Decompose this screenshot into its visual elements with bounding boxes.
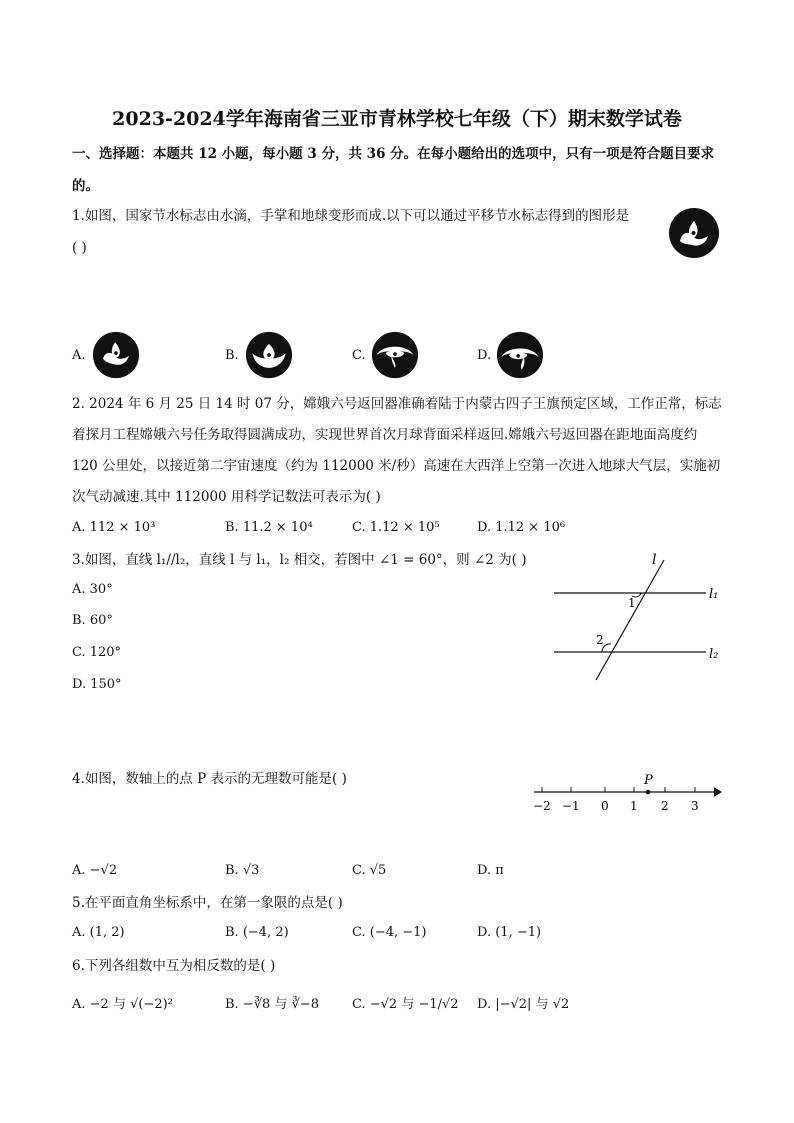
q6-option-c[interactable]: C. −√2 与 −1/√2 bbox=[352, 997, 459, 1012]
tick-label: 2 bbox=[661, 799, 669, 813]
parallel-lines-figure bbox=[548, 548, 728, 688]
tick-label: −1 bbox=[562, 799, 580, 813]
tick-label: 0 bbox=[601, 799, 609, 813]
q6-option-b[interactable]: B. −∛8 与 ∛−8 bbox=[225, 997, 319, 1012]
line-l2-label: l₂ bbox=[709, 647, 719, 662]
point-p-label: P bbox=[644, 773, 653, 788]
q5-option-c[interactable]: C. (−4, −1) bbox=[352, 925, 427, 940]
q3-option-a[interactable]: A. 30° bbox=[72, 582, 113, 597]
option-a-logo-icon bbox=[92, 331, 140, 379]
q4-option-b[interactable]: B. √3 bbox=[225, 863, 260, 878]
option-c-logo-icon bbox=[371, 331, 419, 379]
q6-option-d[interactable]: D. |−√2| 与 √2 bbox=[477, 997, 570, 1012]
q2-option-a[interactable]: A. 112 × 10³ bbox=[72, 520, 156, 535]
q2-option-d[interactable]: D. 1.12 × 10⁶ bbox=[477, 520, 566, 535]
transversal-line-l bbox=[596, 560, 664, 680]
q2-option-c[interactable]: C. 1.12 × 10⁵ bbox=[352, 520, 440, 535]
q3-stem: 3.如图，直线 l₁//l₂，直线 l 与 l₁，l₂ 相交，若图中 ∠1 = 60°，则 ∠2 为( ) bbox=[72, 552, 527, 568]
q6-option-a[interactable]: A. −2 与 √(−2)² bbox=[72, 997, 173, 1012]
line-l1-label: l₁ bbox=[709, 587, 719, 602]
q2-stem-line2: 着探月工程嫦娥六号任务取得圆满成功，实现世界首次月球背面采样返回.嫦娥六号返回器在距地面高度约 bbox=[72, 427, 698, 443]
q5-option-b[interactable]: B. (−4, 2) bbox=[225, 925, 289, 940]
water-saving-logo-icon bbox=[668, 207, 720, 259]
q2-stem-line3: 120 公里处，以接近第二宇宙速度（约为 112000 米/秒）高速在大西洋上空第一次进入地球大气层，实施初 bbox=[72, 458, 721, 474]
angle-1-label: 1 bbox=[628, 596, 636, 610]
q1-option-d-label[interactable]: D. bbox=[477, 348, 492, 363]
q1-stem-line1: 1.如图，国家节水标志由水滴，手掌和地球变形而成.以下可以通过平移节水标志得到的图形是 bbox=[72, 208, 630, 224]
q2-stem-line1: 2. 2024 年 6 月 25 日 14 时 07 分，嫦娥六号返回器准确着陆于内蒙古四子王旗预定区域，工作正常，标志 bbox=[72, 396, 722, 412]
q5-stem: 5.在平面直角坐标系中，在第一象限的点是( ) bbox=[72, 895, 343, 911]
tick-label: −2 bbox=[533, 799, 551, 813]
q1-option-c-label[interactable]: C. bbox=[352, 348, 366, 363]
q4-stem: 4.如图，数轴上的点 P 表示的无理数可能是( ) bbox=[72, 771, 347, 787]
q3-option-d[interactable]: D. 150° bbox=[72, 677, 122, 692]
q2-option-b[interactable]: B. 11.2 × 10⁴ bbox=[225, 520, 313, 535]
q6-stem: 6.下列各组数中互为相反数的是( ) bbox=[72, 958, 276, 974]
axis-arrow-icon bbox=[714, 787, 722, 797]
number-line-figure bbox=[530, 770, 726, 820]
q1-option-a-label[interactable]: A. bbox=[72, 348, 86, 363]
line-l-label: l bbox=[652, 552, 657, 568]
q3-option-b[interactable]: B. 60° bbox=[72, 613, 113, 628]
option-b-logo-icon bbox=[245, 331, 293, 379]
section-header-line1: 一、选择题：本题共 12 小题，每小题 3 分，共 36 分。在每小题给出的选项中，只有一项是符合题目要求 bbox=[72, 146, 715, 162]
tick-label: 1 bbox=[630, 799, 638, 813]
page-title: 2023-2024学年海南省三亚市青林学校七年级（下）期末数学试卷 bbox=[112, 108, 682, 130]
section-header-line2: 的。 bbox=[72, 178, 99, 194]
q4-option-a[interactable]: A. −√2 bbox=[72, 863, 118, 878]
angle-2-label: 2 bbox=[596, 633, 604, 647]
q1-option-b-label[interactable]: B. bbox=[225, 348, 239, 363]
q5-option-d[interactable]: D. (1, −1) bbox=[477, 925, 542, 940]
tick-label: 3 bbox=[691, 799, 699, 813]
q4-option-c[interactable]: C. √5 bbox=[352, 863, 387, 878]
q2-stem-line4: 次气动减速.其中 112000 用科学记数法可表示为( ) bbox=[72, 489, 381, 505]
q3-option-c[interactable]: C. 120° bbox=[72, 645, 122, 660]
point-p bbox=[646, 790, 651, 795]
q5-option-a[interactable]: A. (1, 2) bbox=[72, 925, 125, 940]
option-d-logo-icon bbox=[496, 331, 544, 379]
q4-option-d[interactable]: D. π bbox=[477, 863, 504, 878]
q1-stem-line2: ( ) bbox=[72, 240, 87, 256]
